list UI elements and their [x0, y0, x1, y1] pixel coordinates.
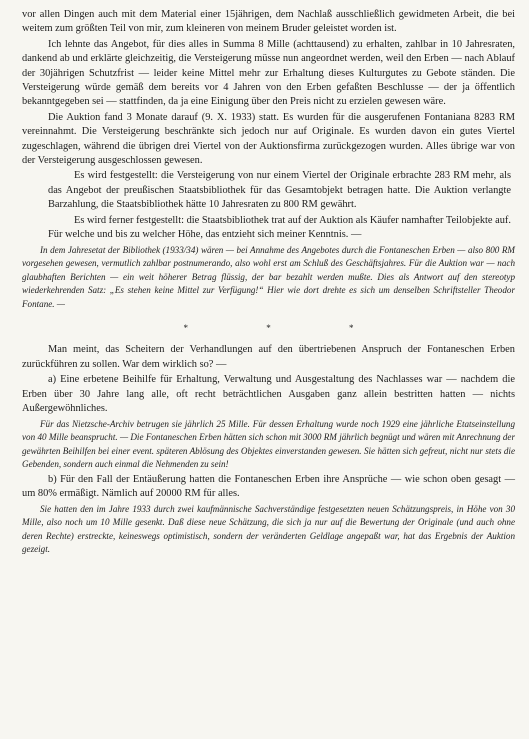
paragraph-auction: Die Auktion fand 3 Monate darauf (9. X. 1933) statt. Es wurden für die ausgerufenen Fontaniana 8283 RM vereinnahmt. Die Versteigerung beschränkte sich jedoch nur auf Originale. Es wurden davon ein gutes Viertel zugeschlagen, während die übrigen drei Viertel von der Auktionsfirma zurückgezogen wurden. Alles übrige war von der Versteigerung ausgeschlossen gewesen.	[22, 111, 515, 167]
paragraph-question: Man meint, das Scheitern der Verhandlungen auf den übertriebenen Anspruch der Fontaneschen Erben zurückführen zu sollen. War dem wirklich so? —	[22, 344, 515, 370]
section-separator: * * *	[183, 323, 392, 334]
note-valuation: Sie hatten den im Jahre 1933 durch zwei kaufmännische Sachverständige festgesetzten neuen Schätzungspreis, in Höhe von 30 Mille, also noch um 10 Mille gesenkt. Daß diese neue Schätzung, die sich ja nur auf die Bewertung der Originale (und auch ohne deren Rechte) erstreckte, keineswegs optimistisch, sondern der veränderten Geldlage angepaßt war, hat das Ergebnis der Auktion gezeigt.	[22, 503, 515, 555]
paragraph-continuation: vor allen Dingen auch mit dem Material einer 15jährigen, dem Nachlaß ausschließlich gewidmeten Arbeit, die bei weitem zum größten Teil von mir, zum kleineren von meinem Bruder geleistet worden ist.	[22, 9, 515, 35]
note-budget: In dem Jahresetat der Bibliothek (1933/34) wären — bei Annahme des Angebotes durch die Fontaneschen Erben — also 800 RM vorgesehen gewesen, vermutlich zahlbar postnumerando, also wohl erst am Schluß des Geschäftsjahres. Für die Auktion war — nach glaubhaften Berichten — ein weit höherer Betrag flüssig, der bar bezahlt werden mußte. Dies als Antwort auf den stereotyp wiederkehrenden Satz: „Es stehen keine Mittel zur Verfügung!“ Hier wie dort drehte es sich um denselben Schriftsteller Theodor Fontane. —	[22, 244, 515, 309]
note-nietzsche-archive: Für das Nietzsche-Archiv betrugen sie jährlich 25 Mille. Für dessen Erhaltung wurde noch 1929 eine jährliche Etatseinstellung von 40 Mille beansprucht. — Die Fontaneschen Erben hätten sich schon mit 3000 RM jährlich begnügt und wären mit Anrechnung der gewährten Beihilfen bei einer event. späteren Ablösung des Objektes einverstanden gewesen. Sie hätten sich gefreut, nicht nur stets die Gebenden, sondern auch einmal die Nehmenden zu sein!	[22, 418, 515, 470]
paragraph-offer-declined: Ich lehnte das Angebot, für dies alles in Summa 8 Mille (achttausend) zu erhalten, zahlbar in 10 Jahresraten, dankend ab und erklärte gleichzeitig, die Versteigerung müsse nun angeordnet werden, weil den Erben — nach Ablauf der 30jährigen Schutzfrist — leider keine Mittel mehr zur Erhaltung dieses Kulturgutes zu Gebote ständen. Die Versteigerung würde gemäß dem bereits vor 4 Jahren von den Erben gefaßten Beschlusse — der ja öffentlich bekanntgegeben sei — stattfinden, da ja eine Einigung über den Preis nicht zu erzielen gewesen wäre.	[22, 38, 515, 108]
paragraph-point-a: a) Eine erbetene Beihilfe für Erhaltung, Verwaltung und Ausgestaltung des Nachlasses war — nachdem die Erben über 30 Jahre lang alle, oft recht beträchtlichen Ausgaben ganz allein bestritten hatten — nichts Außergewöhnliches.	[22, 374, 515, 415]
statement-finding-1: Es wird festgestellt: die Versteigerung von nur einem Viertel der Originale erbrachte 283 RM mehr, als das Angebot der preußischen Staatsbibliothek für das Gesamtobjekt betragen hatte. Die Auktion verlangte Barzahlung, die Staatsbibliothek hätte 10 Jahresraten zu 800 RM gewährt.	[48, 170, 511, 211]
paragraph-point-b: b) Für den Fall der Entäußerung hatten die Fontaneschen Erben ihre Ansprüche — wie schon oben gesagt — um 80% ermäßigt. Nämlich auf 20000 RM für alles.	[22, 473, 515, 500]
statement-finding-2: Es wird ferner festgestellt: die Staatsbibliothek trat auf der Auktion als Käufer namhafter Teilobjekte auf. Für welche und bis zu welcher Höhe, das entzieht sich meiner Kenntnis. —	[48, 214, 511, 241]
